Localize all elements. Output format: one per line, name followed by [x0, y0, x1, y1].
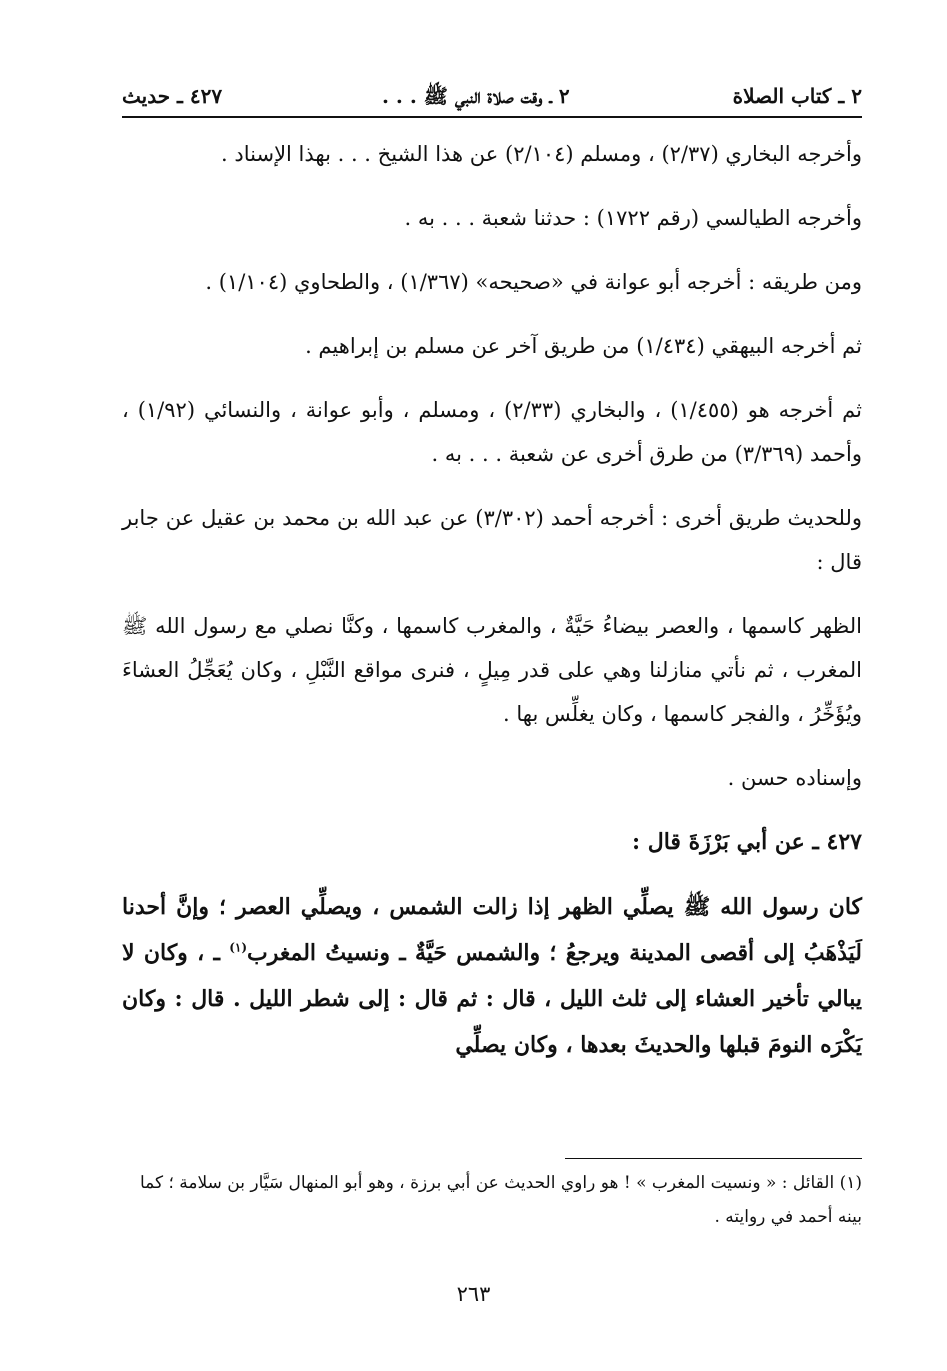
paragraph-6: وللحديث طريق أخرى : أخرجه أحمد (٣/٣٠٢) عن عبد الله بن محمد بن عقيل عن جابر قال : — [122, 506, 862, 574]
paragraph-1: وأخرجه البخاري (٢/٣٧) ، ومسلم (٢/١٠٤) عن هذا الشيخ . . . بهذا الإسناد . — [221, 142, 862, 166]
page-number: ٢٦٣ — [456, 1282, 491, 1306]
hadith-text-part-2: ـ ، وكان لا يبالي تأخير العشاء إلى ثلث الليل ، قال : ثم قال : إلى شطر الليل . قال : وكان يَكْرَه النومَ قبلها والحديثَ بعدها ، وكان يصلِّي — [122, 940, 862, 1058]
paragraph-3: ومن طريقه : أخرجه أبو عوانة في «صحيحه» (١/٣٦٧) ، والطحاوي (١/١٠٤) . — [205, 270, 862, 294]
hadith-text-part-1: كان رسول الله ﷺ يصلِّي الظهر إذا زالت الشمس ، ويصلِّي العصر ؛ وإنَّ أحدنا لَيَذْهَبُ إلى أقصى المدينة ويرجعُ ؛ والشمس حَيَّةٌ ـ ونسيتُ المغرب — [122, 894, 862, 966]
footnote-marker: (١) — [229, 940, 248, 955]
paragraph-4: ثم أخرجه البيهقي (١/٤٣٤) من طريق آخر عن مسلم بن إبراهيم . — [305, 334, 862, 358]
footnote-divider — [565, 1158, 862, 1159]
header-book-title: ٢ ـ كتاب الصلاة — [732, 84, 862, 108]
running-header — [122, 84, 862, 114]
main-text — [122, 132, 862, 1088]
quoted-narration: الظهر كاسمها ، والعصر بيضاءُ حَيَّةٌ ، والمغرب كاسمها ، وكنَّا نصلي مع رسول الله ﷺ المغرب ، ثم نأتي منازلنا وهي على قدر مِيلٍ ، فنرى مواقع النَّبْلِ ، وكان يُعَجِّلُ العشاءَ ويُؤَخِّرُ ، والفجر كاسمها ، وكان يغلِّس بها . — [122, 614, 862, 726]
paragraph-5: ثم أخرجه هو (١/٤٥٥) ، والبخاري (٢/٣٣) ، ومسلم ، وأبو عوانة ، والنسائي (١/٩٢) ، وأحمد (٣/٣٦٩) من طرق أخرى عن شعبة . . . به . — [122, 398, 862, 466]
header-chapter-title: ٢ ـ وقت صلاة النبي ﷺ . . . — [382, 84, 570, 108]
footnote-1: (١) القائل : « ونسيت المغرب » ! هو راوي الحديث عن أبي برزة ، وهو أبو المنهال سَيَّار بن سلامة ؛ كما بينه أحمد في روايته . — [139, 1173, 862, 1227]
paragraph-grading: وإسناده حسن . — [727, 766, 862, 790]
paragraph-2: وأخرجه الطيالسي (رقم ١٧٢٢) : حدثنا شعبة . . . به . — [404, 206, 862, 230]
hadith-heading: ٤٢٧ ـ عن أبي بَرْزَةَ قال : — [631, 829, 862, 855]
header-hadith-number: ٤٢٧ ـ حديث — [122, 84, 223, 108]
header-divider — [122, 116, 862, 118]
hadith-text — [122, 884, 862, 1068]
footnotes — [122, 1166, 862, 1234]
